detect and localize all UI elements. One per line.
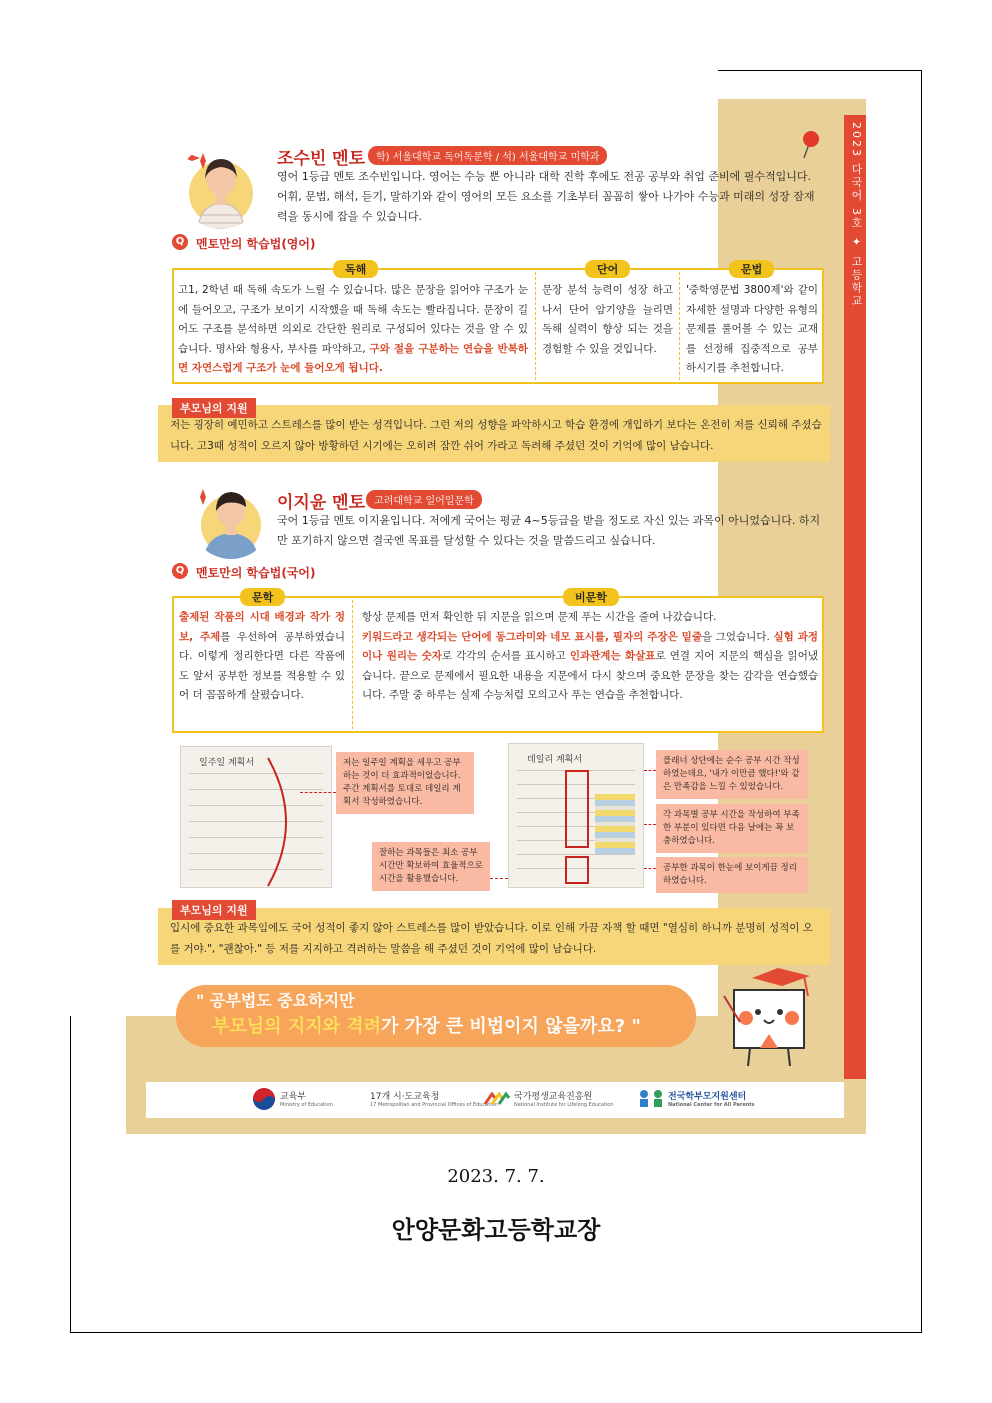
pin-icon bbox=[800, 130, 822, 160]
bracket-curve bbox=[264, 756, 304, 888]
callout-efficient: 잘하는 과목들은 최소 공부 시간만 확보하여 효율적으로 시간을 활용했습니다. bbox=[372, 842, 490, 891]
issue-date: 2023. 7. 7. bbox=[447, 1166, 545, 1187]
label-grammar: 문법 bbox=[729, 260, 774, 278]
mentor2-intro: 국어 1등급 멘토 이지윤입니다. 저에게 국어는 평균 4~5등급을 받을 정도로 자신 있는 과목이 아니었습니다. 하지만 포기하지 않으면 결국엔 목표를 달성할 수 있다는 것을 말씀드리고 싶습니다. bbox=[277, 514, 821, 547]
vocab-text: 문장 분석 능력이 성장 하고 나서 단어 암기양을 늘리면 독해 실력이 향상 되는 것을 경험할 수 있을 것입니다. bbox=[542, 284, 673, 355]
mentor2-name: 이지윤 멘토 bbox=[277, 493, 366, 513]
slogan-line2: 부모님의 지지와 격려가 가장 큰 비법이지 않을까요? " bbox=[212, 1016, 641, 1037]
label-nonliterature: 비문학 bbox=[563, 588, 619, 606]
arrow bbox=[644, 868, 656, 869]
support-text-2: 입시에 중요한 과목임에도 국어 성적이 좋지 않아 스트레스를 많이 받았습니다. 이로 인해 가끔 자책 할 때면 "열심히 하니까 분명히 성적이 오를 거야.", "괜찮아." 등 저를 지지하고 격려하는 말씀을 해 주셨던 것이 기억에 많이 남습니다. bbox=[170, 922, 813, 955]
support-tag-2: 부모님의 지원 bbox=[172, 900, 256, 920]
grammar-text: '중학영문법 3800제'와 같이 자세한 설명과 다양한 유형의 문제를 풀어볼 수 있는 교재를 선정해 집중적으로 공부 하시기를 추천합니다. bbox=[686, 284, 818, 374]
callout-subject-time: 각 과목별 공부 시간을 작성하여 부족한 부분이 있다면 다음 날에는 꼭 보충하였습니다. bbox=[656, 804, 808, 853]
support-text-1: 저는 굉장히 예민하고 스트레스를 많이 받는 성격입니다. 그런 저의 성향을 파악하시고 학습 환경에 개입하기 보다는 온전히 저를 신뢰해 주셨습니다. 고3때 성적이 오르지 않아 방황하던 시기에는 오히려 잠깐 쉬어 가라고 독려해 주셨던 것이 기억에 많이 남습니다. bbox=[170, 419, 822, 452]
weekly-planner-title: 일주일 계획서 bbox=[199, 758, 255, 768]
arrow bbox=[644, 770, 656, 771]
arrow bbox=[644, 824, 656, 825]
reading-text: 고1, 2학년 때 독해 속도가 느릴 수 있습니다. 많은 문장을 읽어야 구조가 눈에 들어오고, 구조가 보이기 시작했을 때 독해 속도는 빨라집니다. 문장이 길어도 구조를 분석하면 의외로 간단한 원리로 구성되어 있다는 것을 알 수 있습니다. 명사와 형용사, 부사를 파악하고, 구와 절을 구분하는 연습을 반복하면 자연스럽게 구조가 눈에 들어오게 됩니다. bbox=[178, 284, 528, 374]
parents-center-logo-icon bbox=[638, 1088, 664, 1108]
support-tag-1: 부모님의 지원 bbox=[172, 398, 256, 418]
logo-parents-center: 전국학부모지원센터 National Center for All Parents bbox=[668, 1092, 755, 1108]
column-divider bbox=[679, 272, 680, 380]
label-literature: 문학 bbox=[240, 588, 285, 606]
mentor1-method-title: 멘토만의 학습법(영어) bbox=[196, 237, 316, 251]
side-label: 2023 다국어 3호 ✦ 고등학교 bbox=[850, 122, 863, 308]
literature-text: 출제된 작품의 시대 배경과 작가 정보, 주제를 우선하여 공부하였습니다. 이렇게 정리한다면 다른 작품에도 앞서 공부한 정보를 적용할 수 있어 더 꼼꼼하게 살폈습니다. bbox=[179, 611, 346, 701]
mentor2-avatar bbox=[190, 477, 272, 559]
weekly-planner-photo bbox=[180, 746, 332, 888]
mentor1-avatar bbox=[178, 143, 264, 229]
mentor2-badge: 고려대학교 일어일문학 bbox=[366, 490, 482, 509]
arrow bbox=[490, 878, 508, 879]
mentor1-intro: 영어 1등급 멘토 조수빈입니다. 영어는 수능 뿐 아니라 대학 진학 후에도 전공 공부와 취업 준비에 필수적입니다. 어휘, 문법, 해석, 듣기, 말하기와 같이 영어의 모든 요소를 기초부터 꼼꼼히 쌓아 나가야 수능과 미래의 성장 잠재력을 동시에 잡을 수 있습니다. bbox=[277, 170, 815, 223]
callout-top-time: 플래너 상단에는 순수 공부 시간 작성하였는데요, '내가 이만큼 했다!'와 같은 만족감을 느낄 수 있었습니다. bbox=[656, 750, 808, 799]
arrow bbox=[300, 792, 336, 793]
label-reading: 독해 bbox=[333, 260, 378, 278]
mentor1-name: 조수빈 멘토 bbox=[277, 149, 366, 169]
mascot-illustration bbox=[720, 962, 820, 1072]
label-vocab: 단어 bbox=[585, 260, 630, 278]
nonliterature-text: 항상 문제를 먼저 확인한 뒤 지문을 읽으며 문제 푸는 시간을 줄여 나갔습니다. 키워드라고 생각되는 단어에 동그라미와 네모 표시를, 필자의 주장은 밑줄을 그었습니다. 실험 과정이나 원리는 숫자로 각각의 순서를 표시하고 인과관계는 화살표로 연결 지어 지문의 핵심을 읽어냈습니다. 끝으로 문제에서 필요한 내용을 지문에서 다시 찾으며 중요한 문장을 찾는 감각을 연습했습니다. 주말 중 하루는 실제 수능처럼 모의고사 푸는 연습을 추천합니다. bbox=[362, 611, 818, 701]
column-divider bbox=[352, 600, 353, 729]
slogan-line1: " 공부법도 중요하지만 bbox=[196, 991, 355, 1010]
column-divider bbox=[535, 272, 536, 380]
logo-offices: 17개 시·도교육청 17 Metropolitan and Provincial Offices of Education bbox=[370, 1092, 498, 1108]
school-principal: 안양문화고등학교장 bbox=[391, 1215, 601, 1244]
nile-logo-icon bbox=[484, 1090, 510, 1108]
q-icon: Q bbox=[172, 234, 188, 250]
callout-weekly: 저는 일주일 계획을 세우고 공부하는 것이 더 효과적이었습니다. 주간 계획서를 토대로 데일리 계획서 작성하였습니다. bbox=[336, 752, 474, 814]
logo-ministry: 교육부 Ministry of Education bbox=[280, 1092, 333, 1108]
daily-planner-photo bbox=[508, 743, 644, 888]
logo-nile: 국가평생교육진흥원 National Institute for Lifelong Education bbox=[514, 1092, 614, 1108]
callout-overview: 공부한 과목이 한눈에 보이게끔 정리하였습니다. bbox=[656, 857, 808, 893]
mentor1-badge: 학) 서울대학교 독어독문학 / 석) 서울대학교 미학과 bbox=[368, 146, 607, 165]
ministry-logo-icon bbox=[252, 1087, 276, 1111]
daily-planner-title: 데일리 계획서 bbox=[527, 755, 583, 765]
q-icon: Q bbox=[172, 563, 188, 579]
mentor2-method-title: 멘토만의 학습법(국어) bbox=[196, 566, 316, 580]
